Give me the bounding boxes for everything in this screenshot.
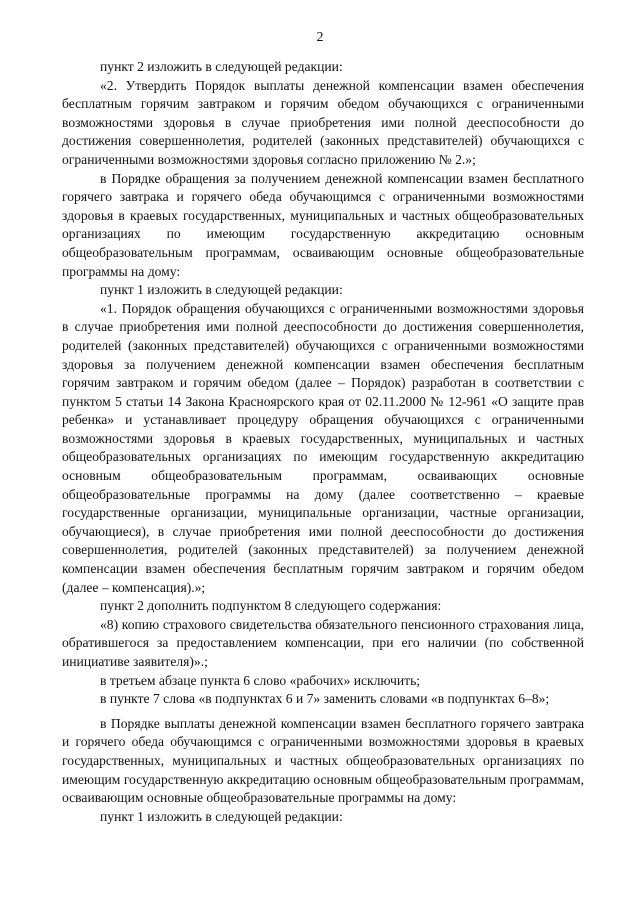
paragraph-8: в третьем абзаце пункта 6 слово «рабочих» исключить; <box>100 672 421 688</box>
paragraph-5: «1. Порядок обращения обучающихся с ограниченными возможностями здоровья в случае приобретения ими полной дееспособности до достижения совершеннолетия, родителей (законных представителей) обучающихся с ограниченными возможностями здоровья за получением денежной компенсации взамен обеспечения бесплатным горячим завтраком и горячим обедом (далее – Порядок) разработан в соответствии с пунктом 5 статьи 14 Закона Красноярского края от 02.11.2000 № 12-961 «О защите прав ребенка» и устанавливает процедуру обращения обучающихся с ограниченными возможностями здоровья в краевых государственных, муниципальных и частных общеобразовательных организациях по имеющим государственную аккредитацию основным общеобразовательным программам, осваивающих основные общеобразовательные программы на дому (далее соответственно – краевые государственные организации, муниципальные организации, частные организации, обучающиеся), в случае приобретения ими полной дееспособности до достижения совершеннолетия, родителей (законных представителей) за получением денежной компенсации взамен обеспечения бесплатным горячим завтраком и горячим обедом (далее – компенсация).»; <box>62 300 584 595</box>
document-body <box>62 58 584 826</box>
paragraph-10: в Порядке выплаты денежной компенсации взамен бесплатного горячего завтрака и горячего обеда обучающимся с ограниченными возможностями здоровья в краевых государственных, муниципальных и частных общеобразовательных организациях по имеющим государственную аккредитацию основным общеобразовательным программам, осваивающим основные общеобразовательные программы на дому: <box>62 715 584 806</box>
paragraph-7: «8) копию страхового свидетельства обязательного пенсионного страхования лица, обратившегося за предоставлением компенсации, при его наличии (по собственной инициативе заявителя)».; <box>62 616 584 669</box>
paragraph-1: пункт 2 изложить в следующей редакции: <box>100 59 343 74</box>
paragraph-4: пункт 1 изложить в следующей редакции: <box>100 282 343 298</box>
paragraph-11: пункт 1 изложить в следующей редакции: <box>100 808 343 824</box>
paragraph-9: в пункте 7 слова «в подпунктах 6 и 7» заменить словами «в подпунктах 6–8»; <box>100 691 550 707</box>
paragraph-3: в Порядке обращения за получением денежной компенсации взамен бесплатного горячего завтрака и горячего обеда обучающимся с ограниченными возможностями здоровья в краевых государственных, муниципальных и частных общеобразовательных организациях по имеющим государственную аккредитацию основным общеобразовательным программам, осваивающим основные общеобразовательные программы на дому: <box>62 170 584 279</box>
paragraph-2: «2. Утвердить Порядок выплаты денежной компенсации взамен обеспечения бесплатным горячим завтраком и горячим обедом обучающихся с ограниченными возможностями здоровья в случае приобретения ими полной дееспособности до достижения совершеннолетия, родителей (законных представителей) обучающихся с ограниченными возможностями здоровья согласно приложению № 2.»; <box>62 77 584 167</box>
paragraph-6: пункт 2 дополнить подпунктом 8 следующего содержания: <box>100 598 442 614</box>
page-number: 2 <box>316 30 324 45</box>
